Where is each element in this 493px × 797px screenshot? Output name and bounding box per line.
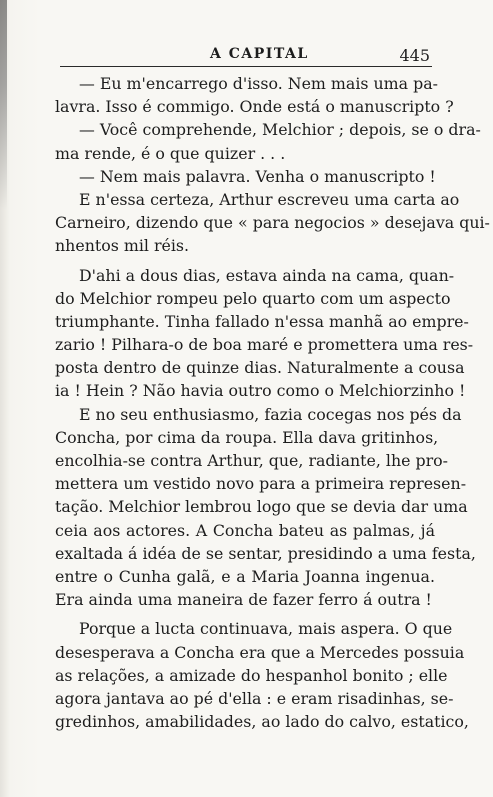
text-line: desesperava a Concha era que a Mercedes possuia bbox=[55, 642, 465, 662]
text-line: nhentos mil réis. bbox=[55, 236, 190, 256]
page-header bbox=[60, 46, 430, 68]
text-line: E n'essa certeza, Arthur escreveu uma carta ao bbox=[79, 189, 460, 209]
body-text bbox=[55, 72, 490, 733]
text-line: posta dentro de quinze dias. Naturalmente a cousa bbox=[55, 358, 465, 378]
text-line: Era ainda uma maneira de fazer ferro á outra ! bbox=[55, 590, 432, 610]
text-line: triumphante. Tinha fallado n'essa manhã ao empre- bbox=[55, 311, 469, 331]
running-title: A CAPITAL bbox=[210, 46, 309, 62]
text-line: ma rende, é o que quizer . . . bbox=[55, 143, 286, 163]
text-line: do Melchior rompeu pelo quarto com um aspecto bbox=[55, 288, 451, 308]
text-line: — Eu m'encarrego d'isso. Nem mais uma pa- bbox=[79, 74, 438, 93]
text-line: ia ! Hein ? Não havia outro como o Melchiorzinho ! bbox=[55, 381, 466, 401]
text-line: encolhia-se contra Arthur, que, radiante, lhe pro- bbox=[55, 451, 449, 470]
header-rule bbox=[60, 66, 432, 67]
text-line: tação. Melchior lembrou logo que se devia dar uma bbox=[55, 497, 468, 517]
text-line: agora jantava ao pé d'ella : e eram risadinhas, se- bbox=[55, 688, 454, 708]
text-line: mettera um vestido novo para a primeira represen- bbox=[55, 474, 467, 494]
text-line: gredinhos, amabilidades, ao lado do calvo, estatico, bbox=[55, 712, 469, 732]
text-line: lavra. Isso é commigo. Onde está o manuscripto ? bbox=[55, 97, 454, 117]
text-line: Porque a lucta continuava, mais aspera. O que bbox=[79, 619, 453, 639]
text-line: — Nem mais palavra. Venha o manuscripto ! bbox=[79, 166, 436, 186]
text-line: as relações, a amizade do hespanhol bonito ; elle bbox=[55, 665, 448, 685]
text-line: ceia aos actores. A Concha bateu as palmas, já bbox=[55, 520, 435, 540]
binding-shadow bbox=[0, 0, 7, 210]
text-line: E no seu enthusiasmo, fazia cocegas nos pés da bbox=[79, 404, 462, 424]
page-number: 445 bbox=[399, 46, 430, 65]
text-line: D'ahi a dous dias, estava ainda na cama, quan- bbox=[79, 265, 455, 285]
text-line: exaltada á idéa de se sentar, presidindo a uma festa, bbox=[55, 543, 476, 563]
text-line: entre o Cunha galã, e a Maria Joanna ingenua. bbox=[55, 566, 435, 586]
text-line: Concha, por cima da roupa. Ella dava gritinhos, bbox=[55, 427, 439, 447]
text-line: zario ! Pilhara-o de boa maré e promettera uma res- bbox=[55, 335, 474, 355]
text-line: — Você comprehende, Melchior ; depois, se o dra- bbox=[79, 120, 481, 140]
text-line: Carneiro, dizendo que « para negocios » desejava qui- bbox=[55, 213, 490, 233]
